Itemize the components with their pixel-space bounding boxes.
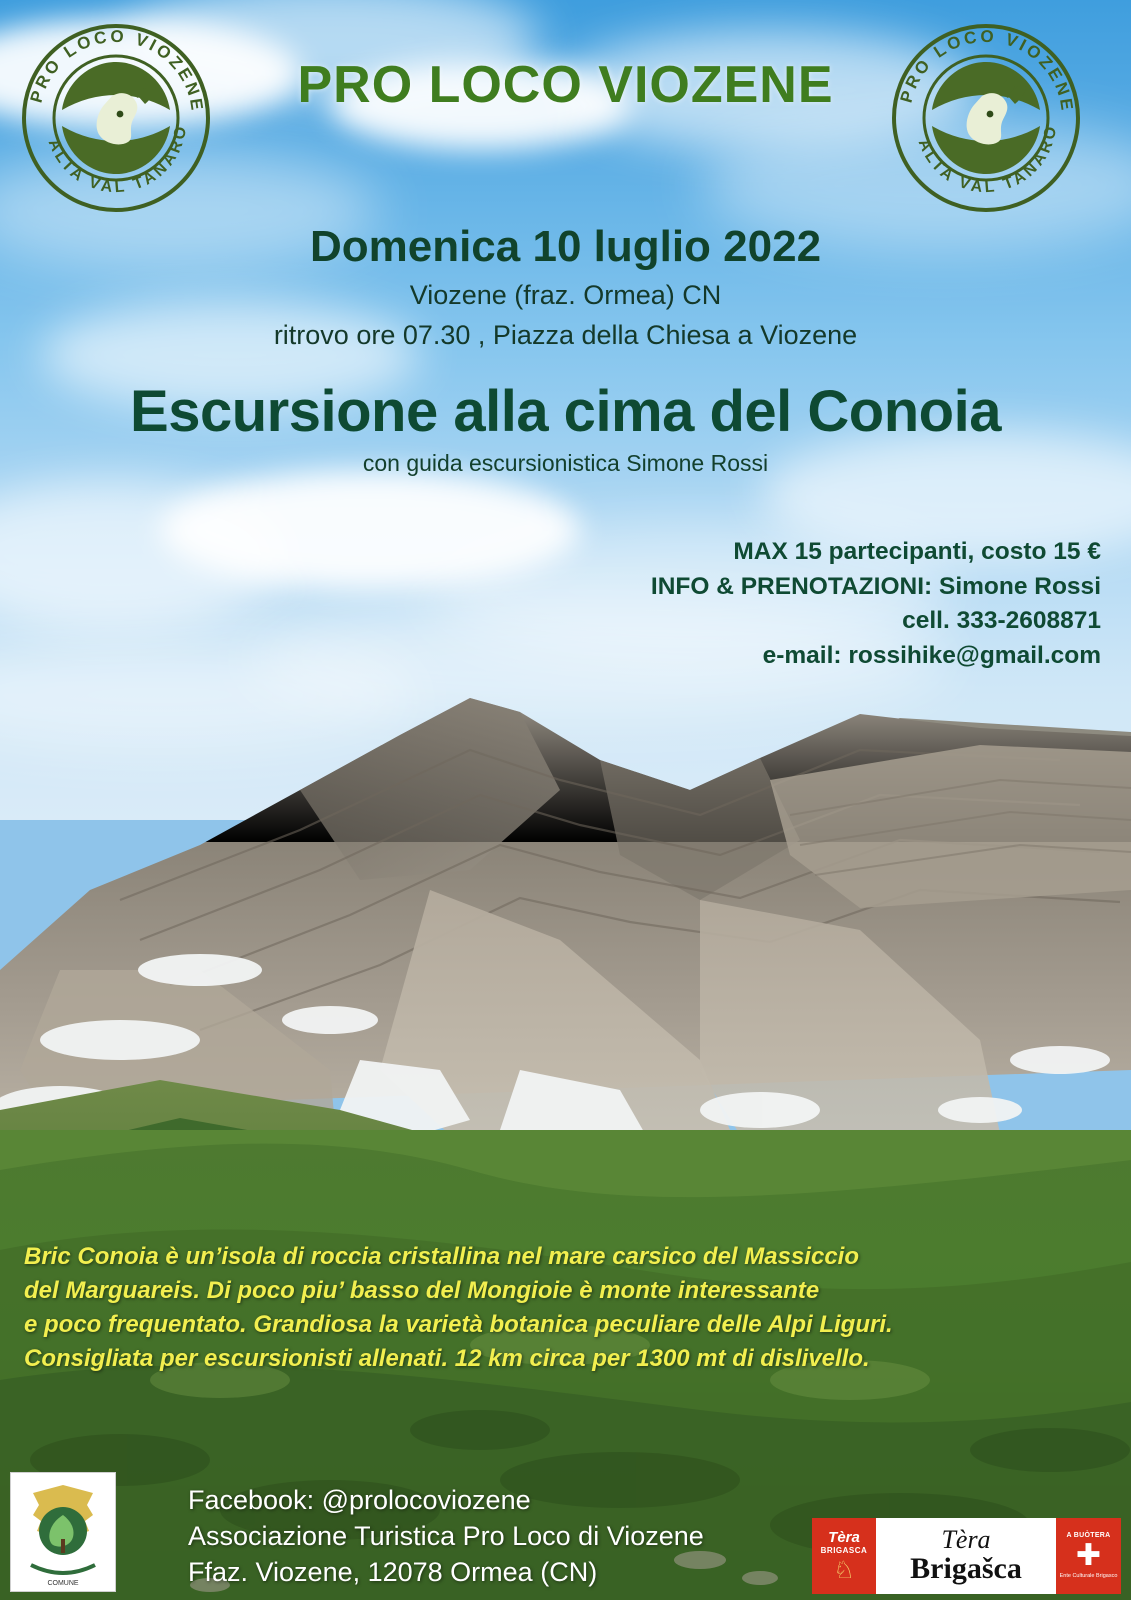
svg-text:PRO LOCO VIOZENE: PRO LOCO VIOZENE (26, 26, 208, 115)
info-line-email: e-mail: rossihike@gmail.com (762, 641, 1101, 669)
cross-icon: ✚ (1075, 1539, 1102, 1573)
info-line-phone: cell. 333-2608871 (902, 607, 1101, 635)
tera-small-text-1: Tèra (828, 1528, 860, 1546)
hike-description (24, 1240, 1044, 1376)
svg-text:COMUNE: COMUNE (47, 1580, 79, 1587)
svg-text:PRO LOCO VIOZENE: PRO LOCO VIOZENE (896, 26, 1078, 115)
tera-badge-small (812, 1518, 876, 1594)
event-meeting-point: ritrovo ore 07.30 , Piazza della Chiesa a Viozene (273, 320, 858, 350)
svg-text:ALTA VAL TANARO: ALTA VAL TANARO (44, 122, 191, 197)
buotera-text-bottom: Ente Culturale Brigasco (1059, 1573, 1118, 1580)
description-line-2: del Marguareis. Di poco piu’ basso del Mongioie è monte interessante (24, 1277, 820, 1305)
tera-small-text-2: BRIGASCA (820, 1545, 868, 1555)
footer-facebook[interactable]: Facebook: @prolocoviozene (188, 1485, 531, 1515)
event-date: Domenica 10 luglio 2022 (309, 222, 822, 271)
info-line-contact: INFO & PRENOTAZIONI: Simone Rossi (650, 572, 1101, 600)
tera-main-text-1: Tèra (941, 1525, 991, 1555)
buotera-badge (1056, 1518, 1121, 1594)
proloco-logo-left (16, 18, 216, 218)
event-guide: con guida escursionistica Simone Rossi (362, 450, 769, 476)
footer-contact (188, 1482, 704, 1591)
proloco-logo-right (886, 18, 1086, 218)
tera-brigasca-badges (812, 1518, 1121, 1594)
description-line-4: Consigliata per escursionisti allenati. 12 km circa per 1300 mt di dislivello. (24, 1345, 870, 1373)
description-line-1: Bric Conoia è un’isola di roccia cristallina nel mare carsico del Massiccio (24, 1243, 859, 1270)
comune-crest (10, 1472, 116, 1592)
footer-address: Ffaz. Viozene, 12078 Ormea (CN) (188, 1557, 598, 1588)
event-location: Viozene (fraz. Ormea) CN (409, 280, 722, 310)
info-line-participants: MAX 15 partecipanti, costo 15 € (733, 538, 1101, 565)
svg-text:ALTA VAL TANARO: ALTA VAL TANARO (914, 122, 1061, 197)
description-line-3: e poco frequentato. Grandiosa la varietà botanica peculiare delle Alpi Liguri. (24, 1311, 893, 1339)
footer-association: Associazione Turistica Pro Loco di Viozene (188, 1521, 704, 1552)
page-title: PRO LOCO VIOZENE (297, 56, 834, 114)
buotera-text-top: A BUÒTERA (1066, 1532, 1111, 1540)
event-headline: Escursione alla cima del Conoia (130, 379, 1001, 444)
tera-badge-main (876, 1518, 1056, 1594)
ram-icon: ♘ (833, 1556, 855, 1584)
tera-main-text-2: Brigašca (910, 1552, 1022, 1586)
booking-info (381, 536, 1101, 674)
